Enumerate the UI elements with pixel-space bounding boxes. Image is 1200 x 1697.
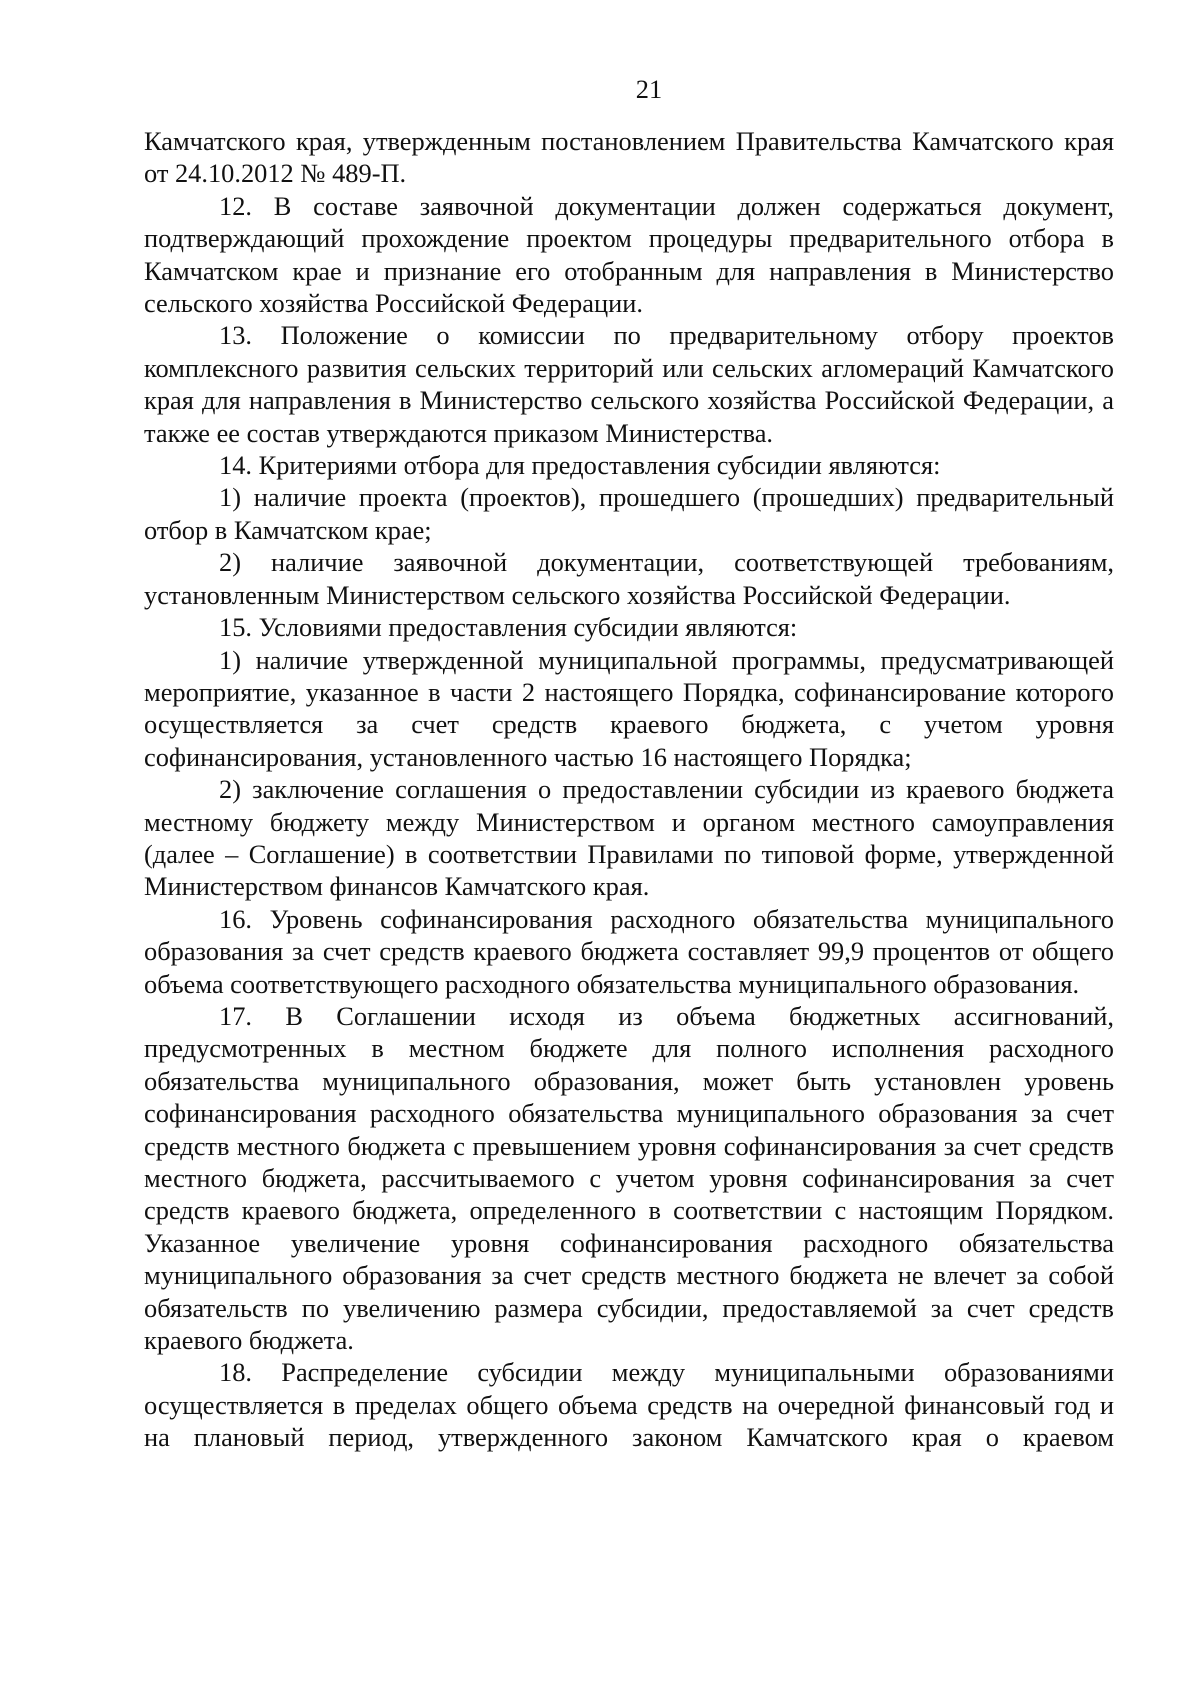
paragraph-15: 15. Условиями предоставления субсидии являются: [219,612,798,643]
paragraph-17: 17. В Соглашении исходя из объема бюджетных ассигнований, предусмотренных в местном бюджете для полного исполнения расходного обязательства муниципального образования, может быть установлен уровень софинансирования расходного обязательства муниципального образования за счет средств местного бюджета с превышением уровня софинансирования за счет средств местного бюджета, рассчитываемого с учетом уровня софинансирования за счет средств краевого бюджета, определенного в соответствии с настоящим Порядком. Указанное увеличение уровня софинансирования расходного обязательства муниципального образования за счет средств местного бюджета не влечет за собой обязательств по увеличению размера субсидии, предоставляемой за счет средств краевого бюджета. [144,1000,1114,1356]
paragraph-15-item-1: 1) наличие утвержденной муниципальной программы, предусматривающей мероприятие, указанное в части 2 настоящего Порядка, софинансирование которого осуществляется за счет средств краевого бюджета, с учетом уровня софинансирования, установленного частью 16 настоящего Порядка; [144,644,1114,772]
page-number: 21 [635,74,663,104]
paragraph-16: 16. Уровень софинансирования расходного обязательства муниципального образования за счет средств краевого бюджета составляет 99,9 процентов от общего объема соответствующего расходного обязательства муниципального образования. [144,903,1114,999]
paragraph-13: 13. Положение о комиссии по предварительному отбору проектов комплексного развития сельских территорий или сельских агломераций Камчатского края для направления в Министерство сельского хозяйства Российской Федерации, а также ее состав утверждаются приказом Министерства. [144,320,1114,448]
paragraph-continuation: Камчатского края, утвержденным постановлением Правительства Камчатского края от 24.10.2012 № 489-П. [144,126,1114,189]
paragraph-12: 12. В составе заявочной документации должен содержаться документ, подтверждающий прохождение проектом процедуры предварительного отбора в Камчатском крае и признание его отобранным для направления в Министерство сельского хозяйства Российской Федерации. [144,190,1114,319]
paragraph-14: 14. Критериями отбора для предоставления субсидии являются: [219,450,941,481]
paragraph-18: 18. Распределение субсидии между муниципальными образованиями осуществляется в пределах общего объема средств на очередной финансовый год и на плановый период, утвержденного законом Камчатского края о краевом [144,1357,1114,1453]
paragraph-14-item-2: 2) наличие заявочной документации, соответствующей требованиям, установленным Министерством сельского хозяйства Российской Федерации. [144,547,1114,610]
paragraph-14-item-1: 1) наличие проекта (проектов), прошедшего (прошедших) предварительный отбор в Камчатском крае; [144,482,1114,545]
paragraph-15-item-2: 2) заключение соглашения о предоставлении субсидии из краевого бюджета местному бюджету между Министерством и органом местного самоуправления (далее – Соглашение) в соответствии Правилами по типовой форме, утвержденной Министерством финансов Камчатского края. [144,774,1114,902]
